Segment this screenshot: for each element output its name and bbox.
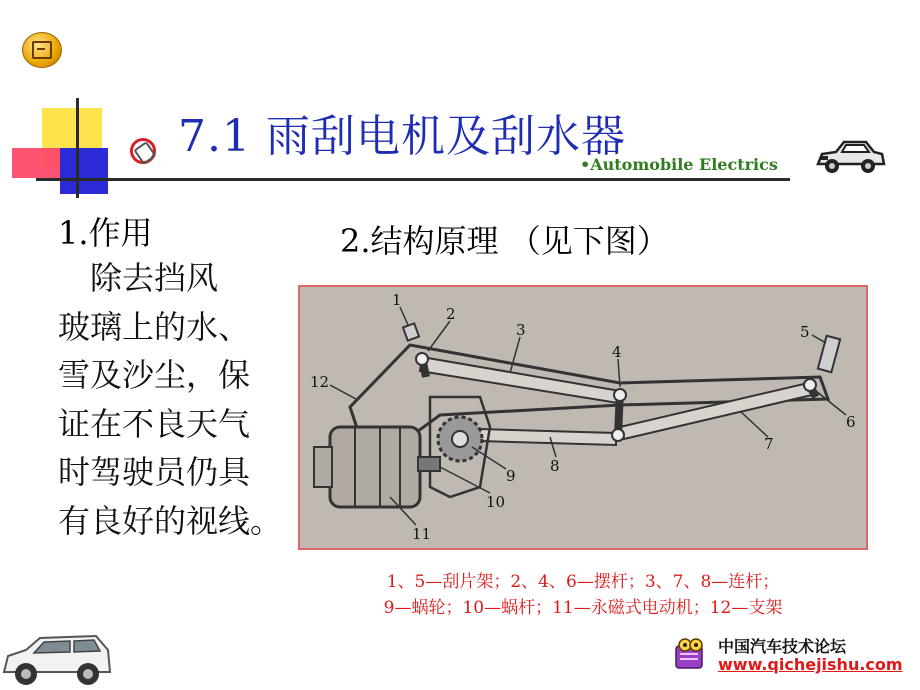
suv-car-icon (0, 620, 112, 690)
body-line: 雪及沙尘，保 (58, 356, 251, 394)
no-entry-icon (130, 138, 156, 164)
diagram-label: 8 (550, 457, 560, 475)
body-line: 玻璃上的水、 (58, 307, 251, 346)
wiper-mechanism-diagram (298, 285, 868, 550)
body-line: 证在不良天气 (58, 404, 251, 443)
diagram-caption-line-1: 1、5—刮片架；2、4、6—摆杆；3、7、8—连杆； (386, 572, 780, 592)
body-line: 有良好的视线。 (58, 501, 283, 540)
decor-vertical-line (76, 98, 79, 198)
forum-mascot-icon (672, 636, 708, 670)
diagram-label: 5 (800, 323, 810, 341)
diagram-label: 4 (612, 343, 622, 361)
diagram-caption-line-2: 9—蜗轮；10—蜗杆；11—永磁式电动机；12—支架 (383, 598, 783, 618)
diagram-label: 11 (412, 525, 432, 543)
wiper-linkage-drawing (300, 287, 866, 548)
diagram-label: 7 (764, 435, 774, 453)
diagram-label: 12 (310, 373, 330, 391)
title-underline (36, 178, 790, 181)
body-line: 时驾驶员仍具 (58, 453, 251, 491)
slide-subtitle: •Automobile Electrics (580, 155, 778, 174)
diagram-label: 6 (846, 413, 856, 431)
diagram-label: 3 (516, 321, 526, 339)
diagram-label: 10 (486, 493, 506, 511)
section-function-heading: 1.作用 (58, 214, 153, 252)
body-line: 除去挡风 (58, 259, 219, 297)
diagram-label: 1 (392, 291, 402, 309)
forum-name: 中国汽车技术论坛 (718, 637, 847, 656)
decor-blue-block (60, 148, 108, 194)
logo-badge-icon (22, 32, 62, 68)
forum-url-link[interactable]: www.qichejishu.com (718, 655, 903, 674)
section-function-body (58, 254, 308, 545)
diagram-label: 9 (506, 467, 516, 485)
slide-title: 7.1 雨刮电机及刮水器 (178, 111, 626, 162)
diagram-label: 2 (446, 305, 456, 323)
car-icon (814, 136, 886, 178)
section-structure-heading: 2.结构原理 （见下图） (340, 222, 669, 260)
